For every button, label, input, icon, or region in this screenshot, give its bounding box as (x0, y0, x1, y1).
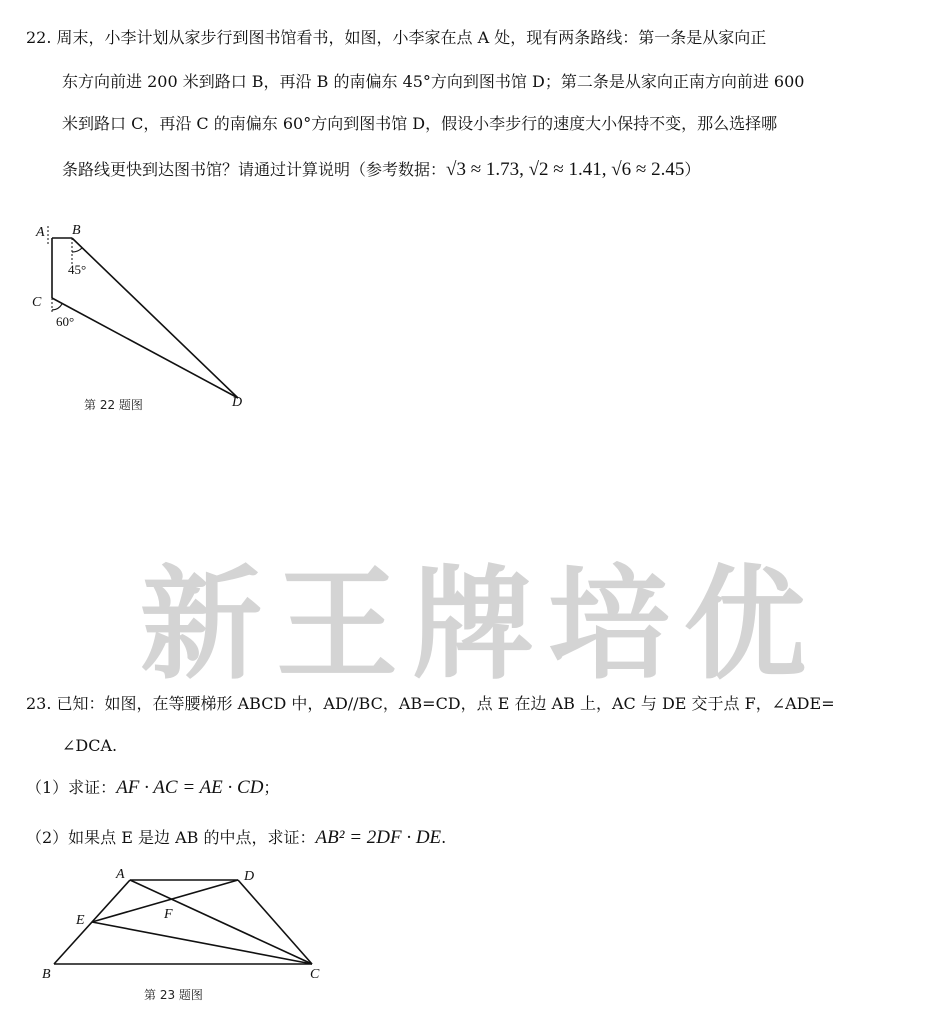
q22-line-2: 东方向前进 200 米到路口 B，再沿 B 的南偏东 45°方向到图书馆 D；第二条是从家向正南方向前进 600 (62, 72, 805, 91)
figure-23-caption: 第 23 题图 (144, 988, 203, 1002)
q23-part-1-end: ； (263, 778, 280, 797)
q22-line-4-end: ） (684, 160, 701, 179)
q23-part-2 (26, 828, 446, 848)
segment-bd (72, 238, 238, 398)
label-e: E (76, 913, 85, 928)
angle-label-b: 45° (68, 262, 87, 277)
angle-label-c: 60° (56, 314, 75, 329)
watermark: 新王牌培优 (140, 554, 820, 696)
q23-line-1: 23. 已知：如图，在等腰梯形 ABCD 中，AD//BC，AB=CD，点 E 在边 AB 上，AC 与 DE 交于点 F，∠ADE= (26, 694, 835, 713)
label-f: F (164, 907, 173, 922)
label-d: D (232, 395, 243, 410)
segment-ec (92, 922, 312, 964)
angle-arc-c (52, 304, 62, 310)
label-d: D (244, 869, 255, 884)
label-b: B (42, 967, 51, 982)
q23-part-2-math: AB² = 2DF · DE (315, 827, 442, 848)
figure-23 (38, 864, 338, 984)
q23-part-2-prefix: （2）如果点 E 是边 AB 的中点，求证： (26, 828, 316, 847)
q23-line-2: ∠DCA. (62, 736, 118, 755)
q22-line-4 (62, 160, 700, 180)
q23-part-1-prefix: （1）求证： (26, 778, 117, 797)
figure-22 (28, 218, 268, 418)
segment-cd (52, 298, 238, 398)
figure-22-caption: 第 22 题图 (84, 398, 143, 412)
label-b: B (72, 223, 81, 238)
segment-ac (130, 880, 312, 964)
angle-arc-b (72, 248, 82, 252)
label-a: A (116, 867, 125, 882)
label-c: C (32, 295, 42, 310)
q23-part-1-math: AF · AC = AE · CD (116, 777, 264, 798)
q22-line-3: 米到路口 C，再沿 C 的南偏东 60°方向到图书馆 D，假设小李步行的速度大小保持不变，那么选择哪 (62, 114, 778, 133)
label-a: A (36, 225, 45, 240)
q23-part-1 (26, 778, 279, 798)
reference-data-math: √3 ≈ 1.73, √2 ≈ 1.41, √6 ≈ 2.45 (446, 159, 685, 180)
q22-line-1: 22. 周末，小李计划从家步行到图书馆看书，如图，小李家在点 A 处，现有两条路线：第一条是从家向正 (26, 28, 767, 47)
q23-part-2-end: . (441, 828, 447, 847)
label-c: C (310, 967, 320, 982)
q22-line-4-text: 条路线更快到达图书馆？请通过计算说明（参考数据： (62, 160, 447, 179)
